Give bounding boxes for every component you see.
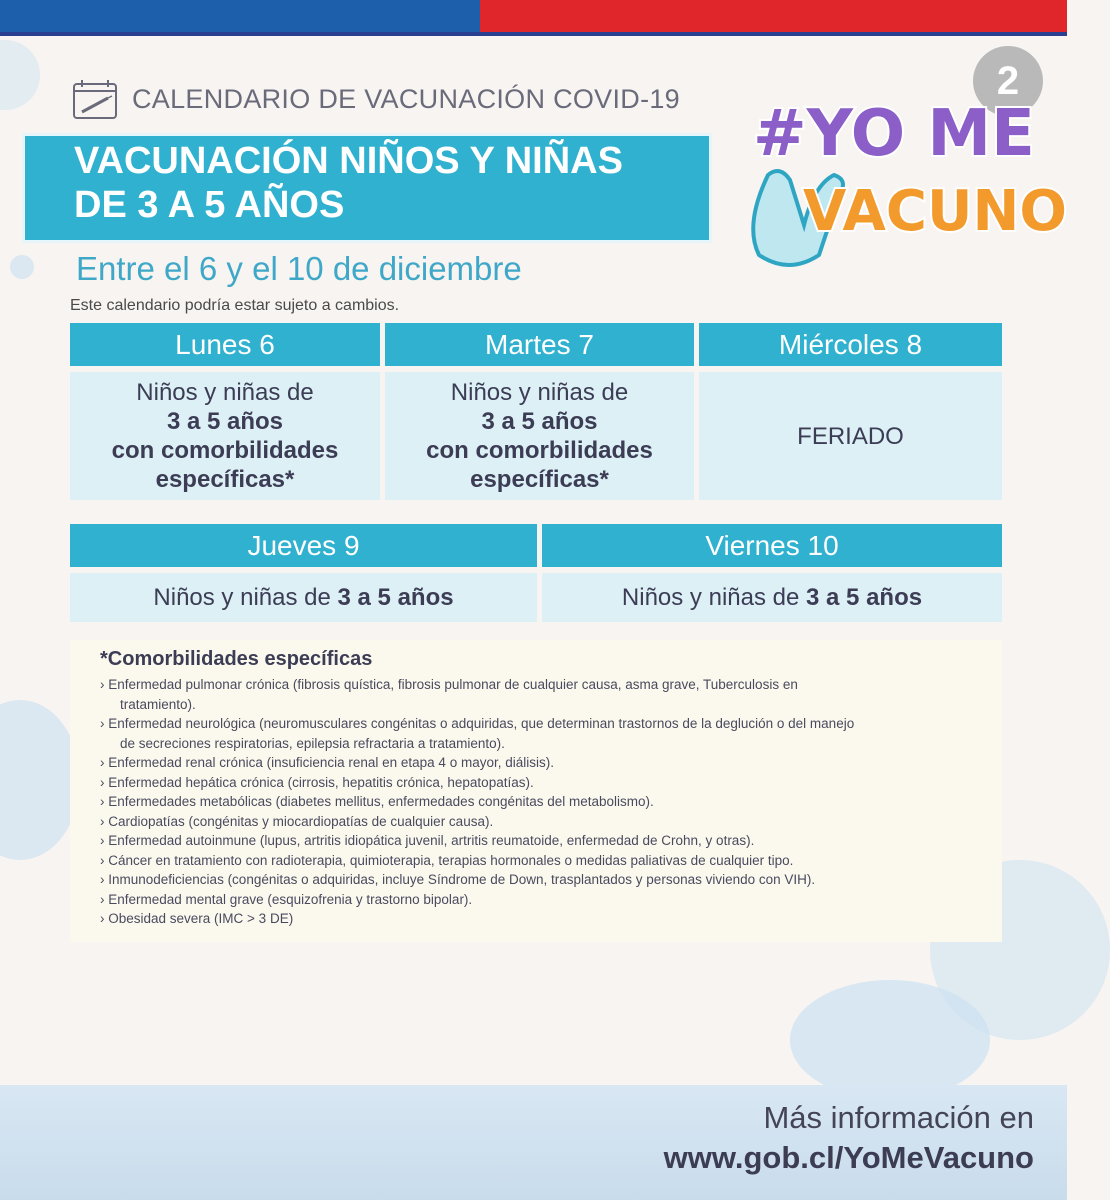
decor-blob — [10, 255, 34, 279]
disclaimer: Este calendario podría estar sujeto a cambios. — [70, 297, 400, 314]
cell-text-bold: con comorbilidades — [426, 437, 653, 464]
list-item: › Cardiopatías (congénitas y miocardiopatías de cualquier causa). — [100, 813, 494, 829]
cell-text-bold: 3 a 5 años — [806, 584, 923, 611]
cell-text-bold: específicas* — [470, 466, 609, 493]
more-info-label: Más información en — [763, 1100, 1034, 1135]
list-item: › Inmunodeficiencias (congénitas o adquiridas, incluye Síndrome de Down, trasplantados y personas viviendo con VIH). — [100, 872, 816, 887]
list-item: › Cáncer en tratamiento con radioterapia, quimioterapia, terapias hormonales o medidas paliativas de cualquier tipo. — [100, 852, 794, 868]
page-number-badge: 2 — [973, 46, 1043, 116]
list-item: › Enfermedad autoinmune (lupus, artritis idiopática juvenil, artritis reumatoide, enfermedad de Crohn, y otras). — [100, 833, 755, 848]
calendar-syringe-icon — [72, 78, 118, 120]
day-cell-monday — [70, 372, 380, 500]
list-item: › Obesidad severa (IMC > 3 DE) — [100, 911, 294, 926]
title-line-2: DE 3 A 5 AÑOS — [74, 184, 345, 226]
list-item: › Enfermedad neurológica (neuromusculares congénitas o adquiridas, que determinan trastornos de la deglución o del manejo de secreciones respiratorias, epilepsia refractaria a tratamiento). — [100, 716, 855, 751]
comorbidities-title: *Comorbilidades específicas — [100, 648, 373, 670]
comorbidities-list — [100, 675, 1002, 929]
cell-text: Niños y niñas de — [621, 584, 800, 611]
holiday-text: FERIADO — [797, 422, 904, 450]
logo-text-top: #YO ME — [753, 97, 1035, 171]
day-cell-wednesday — [699, 372, 1002, 500]
day-cell-tuesday — [385, 372, 694, 500]
flag-underline — [0, 32, 1067, 36]
list-item: › Enfermedad mental grave (esquizofrenia y trastorno bipolar). — [100, 891, 473, 907]
header — [72, 78, 680, 120]
list-item: › Enfermedad renal crónica (insuficiencia renal en etapa 4 o mayor, diálisis). — [100, 755, 554, 770]
day-header-thursday: Jueves 9 — [70, 524, 537, 567]
list-item: › Enfermedad hepática crónica (cirrosis, hepatitis crónica, hepatopatías). — [100, 774, 534, 790]
cell-text: Niños y niñas de — [136, 379, 314, 406]
date-range: Entre el 6 y el 10 de diciembre — [76, 250, 522, 287]
cell-text-bold: 3 a 5 años — [481, 408, 598, 435]
day-header-friday: Viernes 10 — [542, 524, 1002, 567]
more-info — [664, 1100, 1034, 1176]
flag-bar — [0, 0, 1067, 32]
cell-text-bold: 3 a 5 años — [166, 408, 284, 435]
list-item: › Enfermedades metabólicas (diabetes mellitus, enfermedades congénitas del metabolismo). — [100, 794, 654, 809]
day-header-monday: Lunes 6 — [70, 323, 380, 366]
day-header-tuesday: Martes 7 — [385, 323, 694, 366]
day-header-wednesday: Miércoles 8 — [699, 323, 1002, 366]
flag-red-stripe — [480, 0, 1067, 32]
logo-text-bottom: VACUNO — [803, 179, 1067, 244]
decor-blob — [0, 40, 40, 110]
decor-blob — [0, 700, 80, 860]
comorbidities-panel — [70, 640, 1002, 942]
cell-text-bold: específicas* — [155, 466, 295, 493]
title-banner — [22, 133, 712, 243]
more-info-link[interactable]: www.gob.cl/YoMeVacuno — [663, 1140, 1034, 1175]
title-line-1: VACUNACIÓN NIÑOS Y NIÑAS — [74, 140, 623, 182]
list-item: › Enfermedad pulmonar crónica (fibrosis quística, fibrosis pulmonar de cualquier causa, asma grave, Tuberculosis en tratamiento). — [100, 677, 798, 712]
cell-text-bold: con comorbilidades — [111, 437, 339, 464]
cell-text: Niños y niñas de — [450, 379, 629, 406]
day-cell-thursday — [70, 573, 537, 622]
cell-text-bold: 3 a 5 años — [337, 584, 454, 611]
flag-blue-stripe — [0, 0, 480, 32]
cell-text: Niños y niñas de — [153, 584, 331, 611]
yomevacuno-logo — [728, 80, 1067, 275]
day-cell-friday — [542, 573, 1002, 622]
header-title: CALENDARIO DE VACUNACIÓN COVID-19 — [132, 83, 681, 114]
